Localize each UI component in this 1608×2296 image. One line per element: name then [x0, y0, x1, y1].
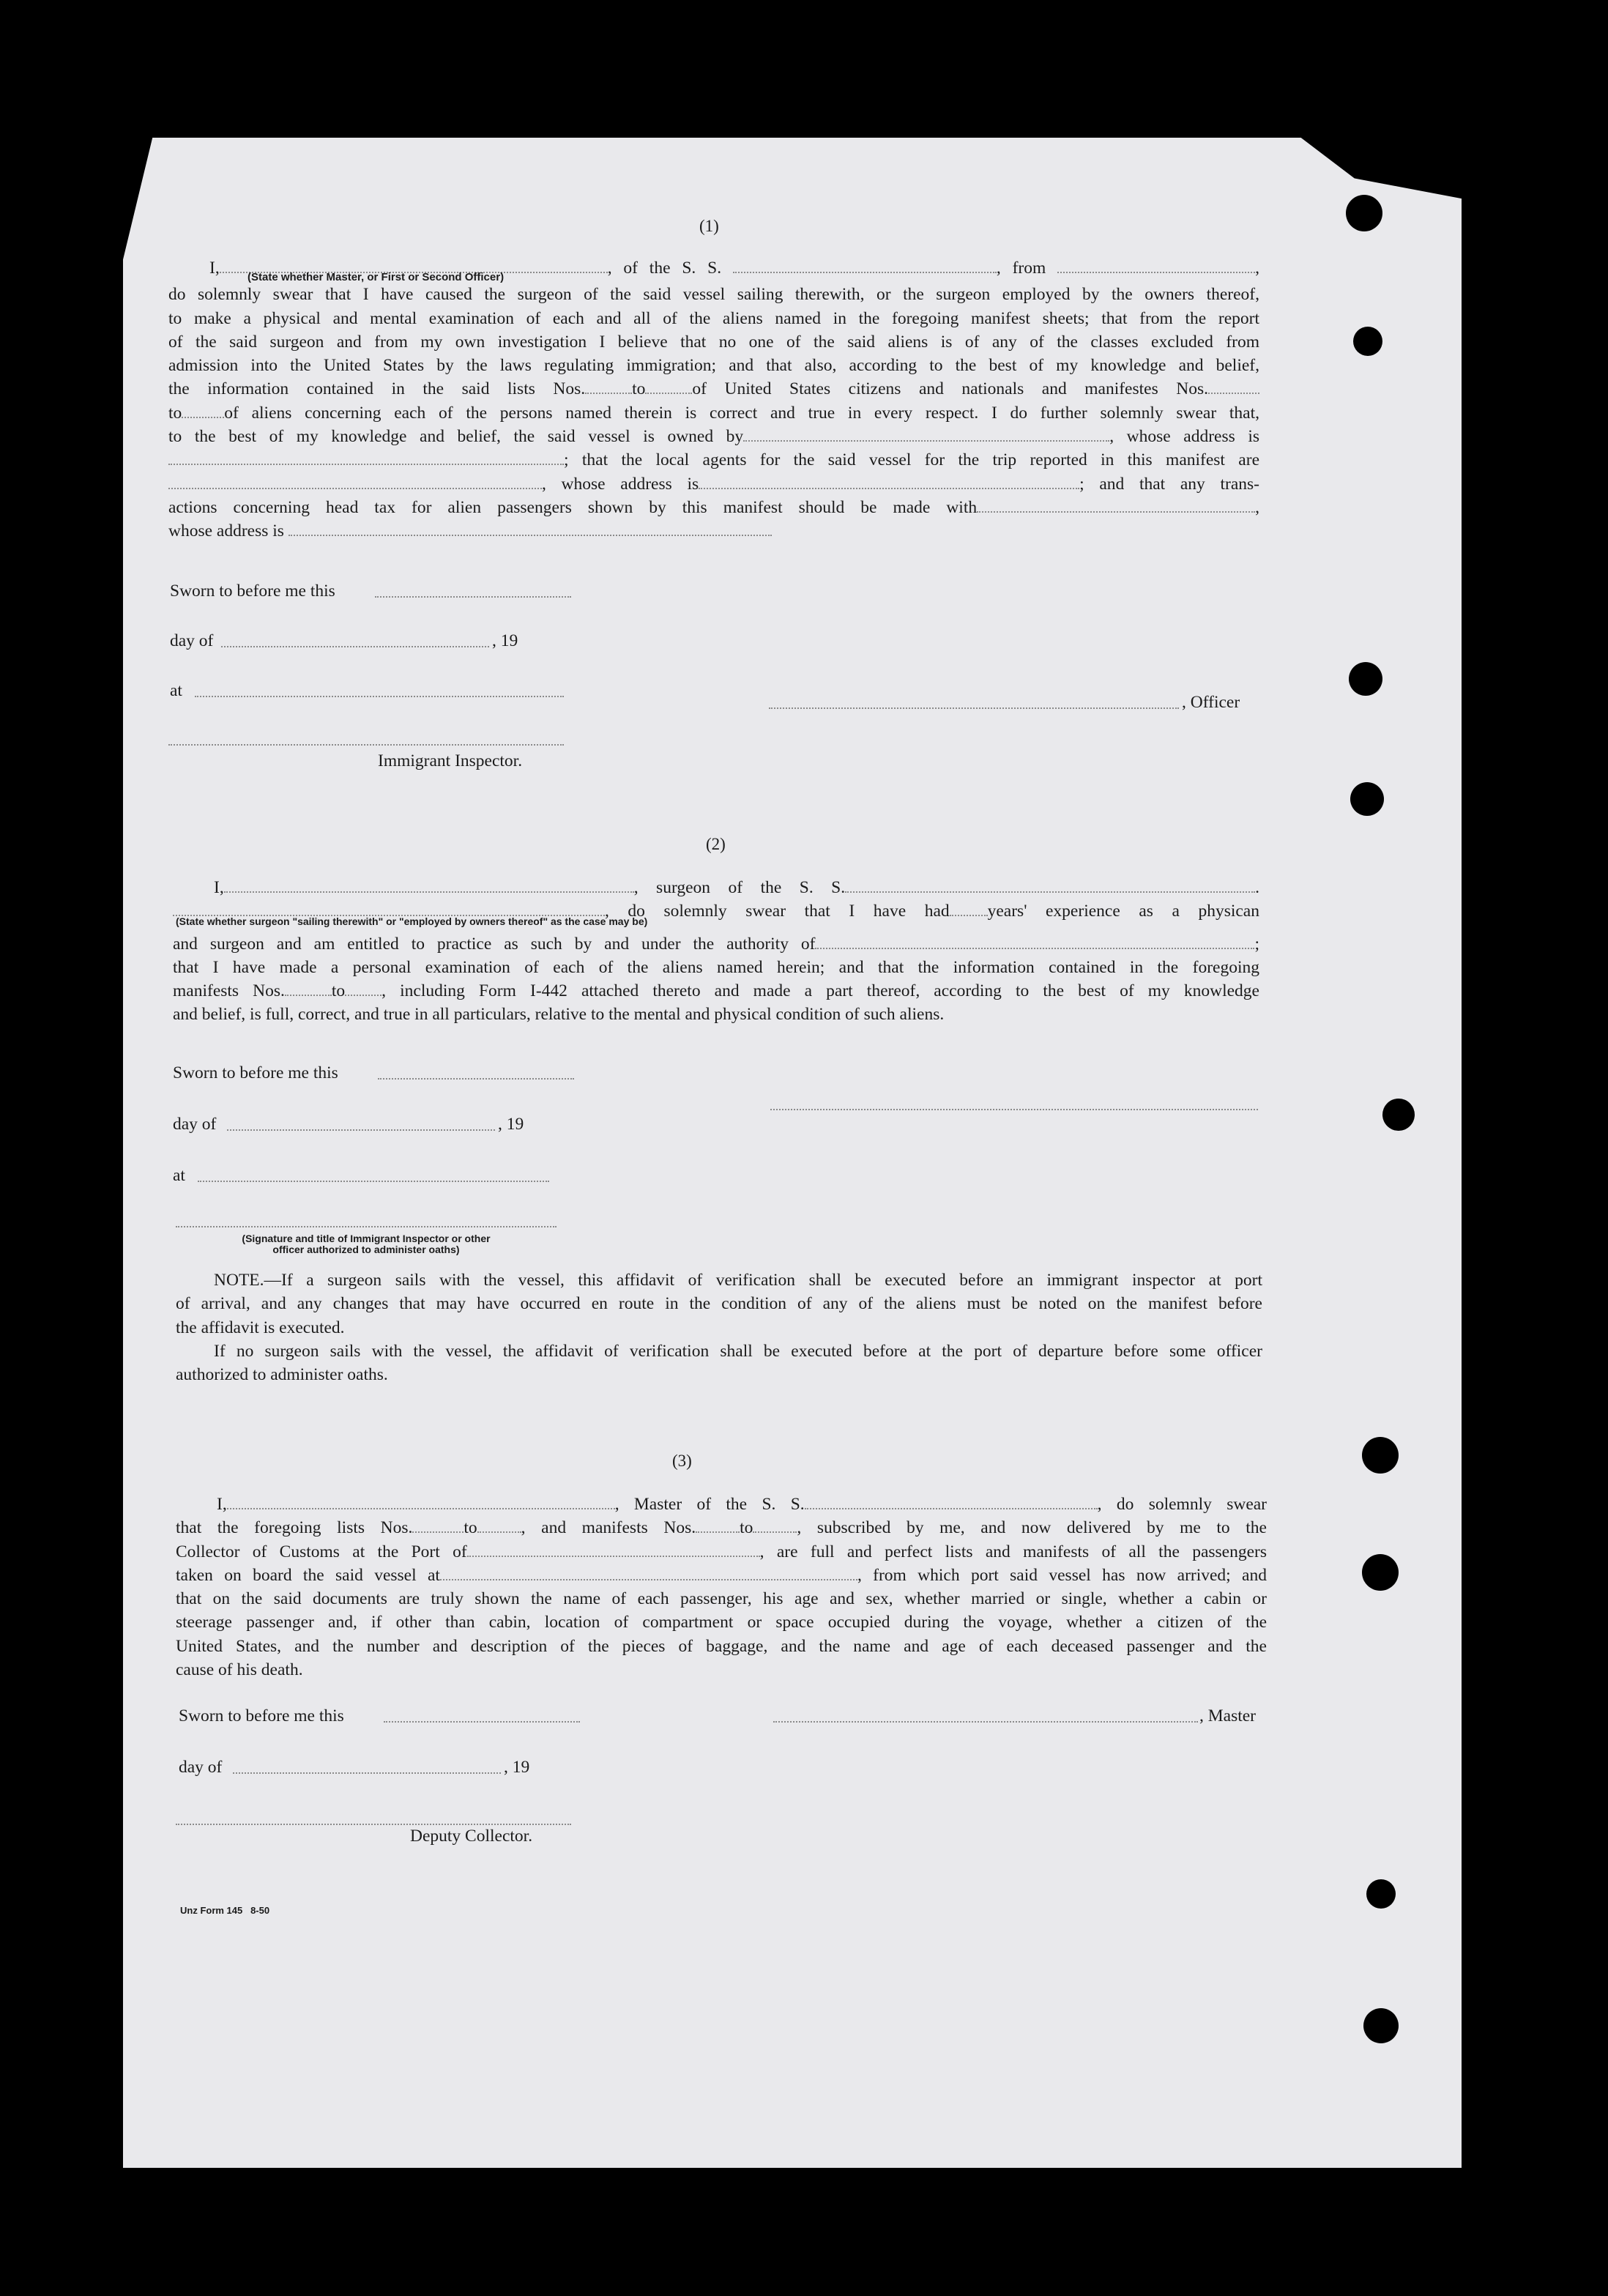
s1-year-label: , 19 — [492, 631, 518, 650]
s2-sworn-label: Sworn to before me this — [173, 1063, 338, 1082]
s1-line: to of aliens concerning each of the persons named therein is correct and true in every respect. I do further solemnly swear that, — [168, 403, 1259, 423]
s1-line: whose address is — [168, 519, 1259, 543]
s2-line-1: I, , surgeon of the S. S. . — [214, 878, 1259, 897]
s1-line: ; that the local agents for the said vessel for the trip reported in this manifest are — [168, 448, 1259, 472]
s2-sworn-line — [378, 1078, 574, 1080]
s1-at-label: at — [170, 681, 182, 700]
s2-note — [176, 1268, 1262, 1386]
s3-line-1: I, , Master of the S. S. , do solemnly swear — [217, 1495, 1268, 1514]
s1-sworn-line — [375, 596, 571, 598]
punch-hole — [1350, 782, 1384, 816]
s3-line: Collector of Customs at the Port of , are full and perfect lists and manifests of all the passengers — [176, 1542, 1268, 1561]
s1-line: do solemnly swear that I have caused the surgeon of the said vessel sailing therewith, or the surgeon employed by the owners thereof, — [168, 285, 1259, 305]
s3-sworn-label: Sworn to before me this — [179, 1706, 344, 1725]
s1-line: of the said surgeon and from my own investigation I believe that no one of the said aliens is of any of the classes excluded from — [168, 332, 1259, 352]
s3-line: taken on board the said vessel at , from which port said vessel has now arrived; and — [176, 1565, 1267, 1585]
s2-line: manifests Nos. to , including Form I-442 attached thereto and made a part thereof, according to the best of my knowledge — [173, 981, 1259, 1001]
punch-hole — [1382, 1099, 1415, 1131]
punch-hole — [1362, 1437, 1399, 1474]
note-line: the affidavit is executed. — [176, 1318, 345, 1337]
s3-line: United States, and the number and description of the pieces of baggage, and the name and age of each deceased passenger and the — [176, 1636, 1267, 1656]
s3-sworn-line — [384, 1721, 580, 1723]
s1-dayof-label: day of — [170, 631, 214, 650]
s2-sig-caption: (Signature and title of Immigrant Inspector or other officer authorized to administer oaths) — [242, 1233, 491, 1255]
s3-dayof-label: day of — [179, 1758, 223, 1777]
s3-year-label: , 19 — [504, 1758, 530, 1777]
s1-line: the information contained in the said lists Nos. to of United States citizens and nationals and manifestes Nos. — [168, 377, 1259, 401]
punch-hole — [1363, 2008, 1399, 2043]
s1-dayof-line — [221, 646, 489, 647]
form-number: Unz Form 145 8-50 — [180, 1905, 270, 1916]
punch-hole — [1349, 662, 1382, 696]
s1-officer-line — [769, 707, 1179, 709]
s3-line: steerage passenger and, if other than cabin, location of compartment or space occupied during the voyage, whether a citizen of the — [176, 1613, 1267, 1632]
s2-year-label: , 19 — [498, 1115, 524, 1134]
s2-inspector-line — [176, 1226, 557, 1227]
s3-master-label: , Master — [1199, 1706, 1257, 1725]
s1-line: actions concerning head tax for alien passengers shown by this manifest should be made with , — [168, 497, 1259, 517]
note-line: NOTE.—If a surgeon sails with the vessel, this affidavit of verification shall be executed before an immigrant inspector at port — [214, 1271, 1262, 1290]
s3-master-line — [773, 1721, 1198, 1723]
s1-inspector-line — [168, 744, 564, 746]
s2-line: that I have made a personal examination of each of the aliens named herein; and that the information contained in the foregoing — [173, 957, 1259, 977]
punch-hole — [1353, 327, 1382, 356]
s2-dayof-label: day of — [173, 1115, 217, 1134]
s1-officer-label: , Officer — [1182, 693, 1240, 712]
s2-at-line — [198, 1181, 549, 1182]
s2-line-2: , do solemnly swear that I have had years' experience as a physican — [173, 899, 1259, 923]
note-line: authorized to administer oaths. — [176, 1365, 388, 1385]
s2-at-label: at — [173, 1166, 185, 1185]
section-2-affidavit — [173, 876, 1259, 1027]
punch-hole — [1366, 1879, 1396, 1909]
punch-hole — [1346, 195, 1382, 231]
s2-line: and surgeon and am entitled to practice as such by and under the authority of ; — [173, 934, 1259, 954]
s1-line-1: I, , of the S. S. , from , — [209, 259, 1259, 278]
s1-line: to the best of my knowledge and belief, the said vessel is owned by , whose address is — [168, 427, 1259, 447]
s3-collector-line — [176, 1824, 571, 1825]
s1-caption: (State whether Master, or First or Second Officer) — [247, 271, 505, 284]
section-1-affidavit — [168, 256, 1259, 543]
s2-caption: (State whether surgeon "sailing therewith" or "employed by owners thereof" as the case may be) — [176, 915, 648, 927]
s2-signature-line — [770, 1109, 1258, 1110]
section-3-affidavit — [176, 1493, 1267, 1682]
s1-line: , whose address is ; and that any trans- — [168, 472, 1259, 496]
s2-dayof-line — [227, 1129, 495, 1131]
punch-hole — [1362, 1554, 1399, 1591]
note-line: of arrival, and any changes that may have occurred en route in the condition of any of the aliens must be noted on the manifest before — [176, 1294, 1262, 1314]
section-3-number: (3) — [672, 1452, 692, 1470]
note-line: If no surgeon sails with the vessel, the affidavit of verification shall be executed before at the port of departure before some officer — [214, 1341, 1262, 1361]
section-2-number: (2) — [706, 835, 726, 853]
s3-dayof-line — [233, 1772, 501, 1774]
s3-line: that the foregoing lists Nos. to , and manifests Nos. to , subscribed by me, and now delivered by me to the — [176, 1518, 1267, 1538]
s1-at-line — [195, 696, 564, 697]
s1-line: admission into the United States by the laws regulating immigration; and that also, according to the best of my knowledge and belief, — [168, 356, 1259, 376]
s3-line: that on the said documents are truly shown the name of each passenger, his age and sex, whether married or single, whether a cabin or — [176, 1589, 1267, 1609]
s1-inspector-label: Immigrant Inspector. — [378, 751, 523, 770]
s3-collector-label: Deputy Collector. — [410, 1827, 533, 1846]
s2-line: and belief, is full, correct, and true in all particulars, relative to the mental and physical condition of such aliens. — [173, 1005, 945, 1025]
section-1-number: (1) — [699, 217, 719, 235]
s3-line: cause of his death. — [176, 1660, 303, 1680]
s1-line: to make a physical and mental examination of each and all of the aliens named in the foregoing manifest sheets; that from the report — [168, 308, 1259, 328]
s1-sworn-label: Sworn to before me this — [170, 582, 335, 601]
